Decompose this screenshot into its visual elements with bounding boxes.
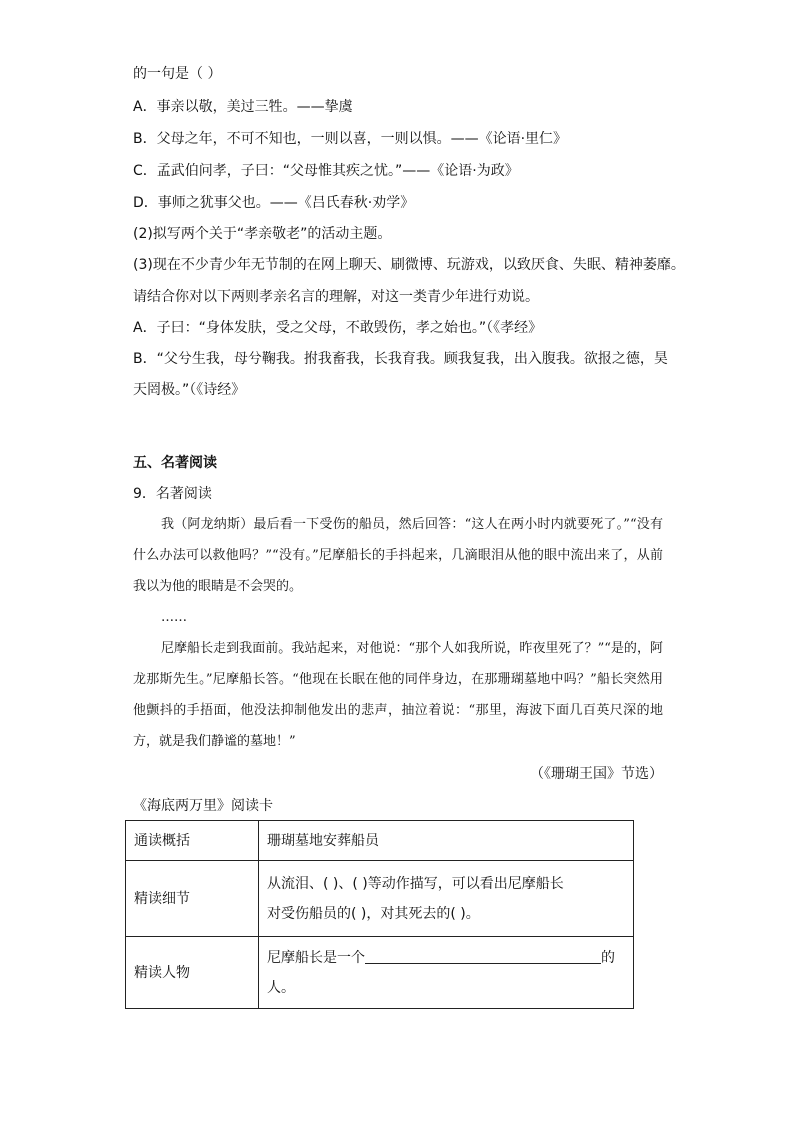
row1-key: 通读概括 (126, 821, 259, 861)
question-stem-tail: 的一句是（ ） (133, 66, 222, 82)
row2-value-line2: 对受伤船员的( )，对其死去的( )。 (267, 905, 480, 922)
table-row (126, 861, 634, 937)
reading-card-table (125, 820, 634, 1009)
table-row (126, 821, 634, 861)
row2-key: 精读细节 (126, 861, 259, 937)
row3-value (259, 937, 634, 1009)
passage-paragraph-2: 尼摩船长走到我面前。我站起来，对他说：“那个人如我所说，昨夜里死了？”“是的，阿龙那斯先生。”尼摩船长答。“他现在长眠在他的同伴身边，在那珊瑚墓地中吗？”船长突然用他颤抖的手捂面，他没法抑制他发出的悲声，抽泣着说：“那里，海波下面几百英尺深的地方，就是我们静谧的墓地！” (133, 641, 663, 749)
quote-a: A．子曰：“身体发肤，受之父母，不敢毁伤，孝之始也。”（《孝经》 (133, 320, 543, 336)
quote-b-line1: B．“父兮生我，母兮鞠我。拊我畜我，长我育我。顾我复我，出入腹我。欲报之德，昊 (133, 351, 668, 367)
row3-value-after: 的 (601, 949, 615, 966)
passage-paragraph-1: 我（阿龙纳斯）最后看一下受伤的船员，然后回答：“这人在两小时内就要死了。”“没有什么办法可以救他吗？”“没有。”尼摩船长的手抖起来，几滴眼泪从他的眼中流出来了，从前我以为他的眼睛是不会哭的。 (133, 517, 663, 594)
passage-source: （《珊瑚王国》节选） (530, 766, 663, 782)
row3-value-line2: 人。 (267, 979, 295, 996)
question-9-label: 9．名著阅读 (133, 486, 212, 502)
subquestion-2: (2)拟写两个关于“孝亲敬老”的活动主题。 (133, 226, 392, 242)
reading-card-title: 《海底两万里》阅读卡 (133, 798, 273, 814)
option-c: C．孟武伯问孝，子曰：“父母惟其疾之忧。”——《论语·为政》 (133, 163, 519, 179)
table-row (126, 937, 634, 1009)
option-b: B．父母之年，不可不知也，一则以喜，一则以惧。——《论语·里仁》 (133, 131, 568, 147)
row2-value-line1: 从流泪、( )、( )等动作描写，可以看出尼摩船长 (267, 875, 564, 892)
row3-value-before: 尼摩船长是一个 (267, 949, 365, 966)
row1-value: 珊瑚墓地安葬船员 (259, 821, 634, 861)
row3-key: 精读人物 (126, 937, 259, 1009)
section-heading: 五、名著阅读 (133, 455, 217, 471)
quote-b-line2: 天罔极。”（《诗经》 (133, 382, 246, 398)
option-d: D．事师之犹事父也。——《吕氏春秋·劝学》 (133, 195, 415, 211)
row2-value (259, 861, 634, 937)
subquestion-3-line2: 请结合你对以下两则孝亲名言的理解，对这一类青少年进行劝说。 (133, 289, 539, 305)
subquestion-3-line1: (3)现在不少青少年无节制的在网上聊天、刷微博、玩游戏，以致厌食、失眠、精神萎靡。 (133, 257, 685, 273)
passage-ellipsis: …… (161, 610, 187, 625)
reading-passage (133, 509, 663, 757)
option-a: A．事亲以敬，美过三牲。——挚虞 (133, 99, 353, 115)
answer-blank[interactable] (365, 947, 601, 964)
